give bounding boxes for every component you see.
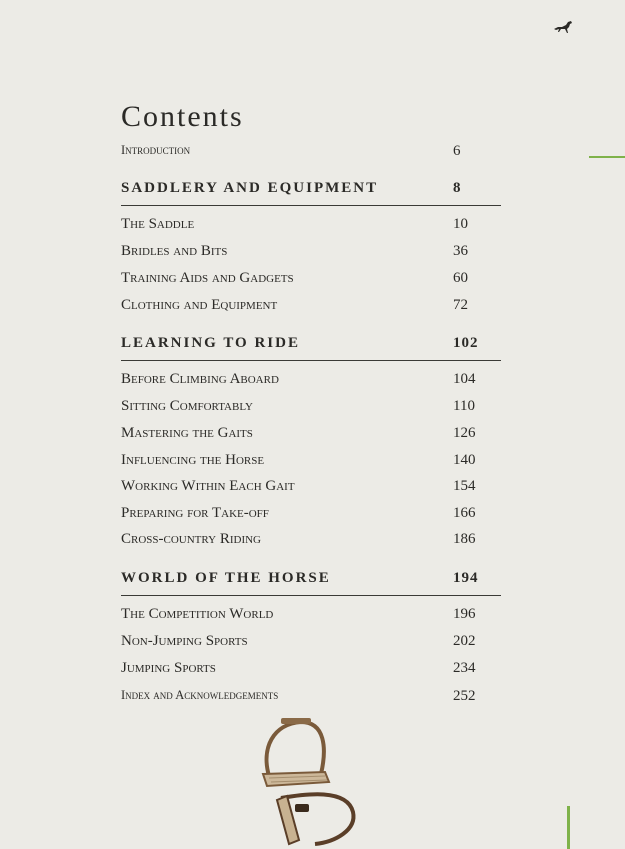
toc-entry[interactable] xyxy=(121,606,481,623)
toc-entry[interactable] xyxy=(121,505,481,522)
toc-entry-page: 166 xyxy=(453,505,476,521)
section-heading-page: 102 xyxy=(453,335,479,351)
running-horse-icon xyxy=(553,20,573,34)
toc-entry[interactable] xyxy=(121,297,481,314)
section-heading-world[interactable] xyxy=(121,570,501,596)
toc-entry-label: Mastering the Gaits xyxy=(121,425,253,441)
toc-entry[interactable] xyxy=(121,398,481,415)
toc-entry-label: Index and Acknowledgements xyxy=(121,688,279,702)
toc-entry-page: 36 xyxy=(453,243,468,259)
page-title: Contents xyxy=(121,100,244,133)
toc-entry-page: 110 xyxy=(453,398,475,414)
toc-entry-page: 126 xyxy=(453,425,476,441)
toc-entry-label: Clothing and Equipment xyxy=(121,297,278,313)
toc-entry[interactable] xyxy=(121,270,481,287)
toc-entry[interactable] xyxy=(121,216,481,233)
toc-entry[interactable] xyxy=(121,243,481,260)
section-heading-label: WORLD OF THE HORSE xyxy=(121,570,331,586)
toc-entry[interactable] xyxy=(121,478,481,495)
toc-entry-introduction[interactable] xyxy=(121,143,481,158)
toc-entry-page: 10 xyxy=(453,216,468,232)
section-heading-saddlery[interactable] xyxy=(121,180,501,206)
toc-entry[interactable] xyxy=(121,633,481,650)
section-heading-label: LEARNING TO RIDE xyxy=(121,335,300,351)
stirrup-upper-icon xyxy=(263,718,329,786)
section-heading-page: 8 xyxy=(453,180,462,196)
toc-entry-label: The Competition World xyxy=(121,606,274,622)
stirrups-illustration xyxy=(255,718,365,849)
toc-entry-index[interactable] xyxy=(121,688,481,703)
toc-entry-page: 202 xyxy=(453,633,476,649)
toc-entry-page: 140 xyxy=(453,452,476,468)
toc-entry[interactable] xyxy=(121,371,481,388)
toc-entry-label: Sitting Comfortably xyxy=(121,398,253,414)
toc-entry-page: 234 xyxy=(453,660,476,676)
accent-bar-top xyxy=(589,156,625,158)
section-heading-page: 194 xyxy=(453,570,479,586)
section-heading-label: SADDLERY AND EQUIPMENT xyxy=(121,180,379,196)
toc-entry[interactable] xyxy=(121,531,481,548)
toc-entry-label: Training Aids and Gadgets xyxy=(121,270,294,286)
toc-entry-label: Preparing for Take-off xyxy=(121,505,269,521)
toc-entry-label: Introduction xyxy=(121,143,191,157)
toc-entry-page: 60 xyxy=(453,270,468,286)
toc-entry[interactable] xyxy=(121,425,481,442)
toc-entry-label: Non-Jumping Sports xyxy=(121,633,248,649)
toc-entry-label: Jumping Sports xyxy=(121,660,216,676)
toc-entry-label: Working Within Each Gait xyxy=(121,478,295,494)
stirrup-lower-icon xyxy=(277,794,353,844)
toc-entry-page: 104 xyxy=(453,371,476,387)
toc-entry-label: Bridles and Bits xyxy=(121,243,228,259)
toc-entry-page: 72 xyxy=(453,297,468,313)
toc-entry-label: Cross-country Riding xyxy=(121,531,261,547)
toc-entry-page: 154 xyxy=(453,478,476,494)
toc-entry[interactable] xyxy=(121,452,481,469)
toc-entry-label: Before Climbing Aboard xyxy=(121,371,279,387)
section-heading-riding[interactable] xyxy=(121,335,501,361)
toc-entry-page: 196 xyxy=(453,606,476,622)
toc-entry-page: 186 xyxy=(453,531,476,547)
toc-entry-label: The Saddle xyxy=(121,216,195,232)
accent-bar-bottom xyxy=(567,806,570,849)
toc-entry[interactable] xyxy=(121,660,481,677)
toc-entry-page: 252 xyxy=(453,688,476,704)
toc-entry-page: 6 xyxy=(453,143,461,159)
toc-entry-label: Influencing the Horse xyxy=(121,452,265,468)
